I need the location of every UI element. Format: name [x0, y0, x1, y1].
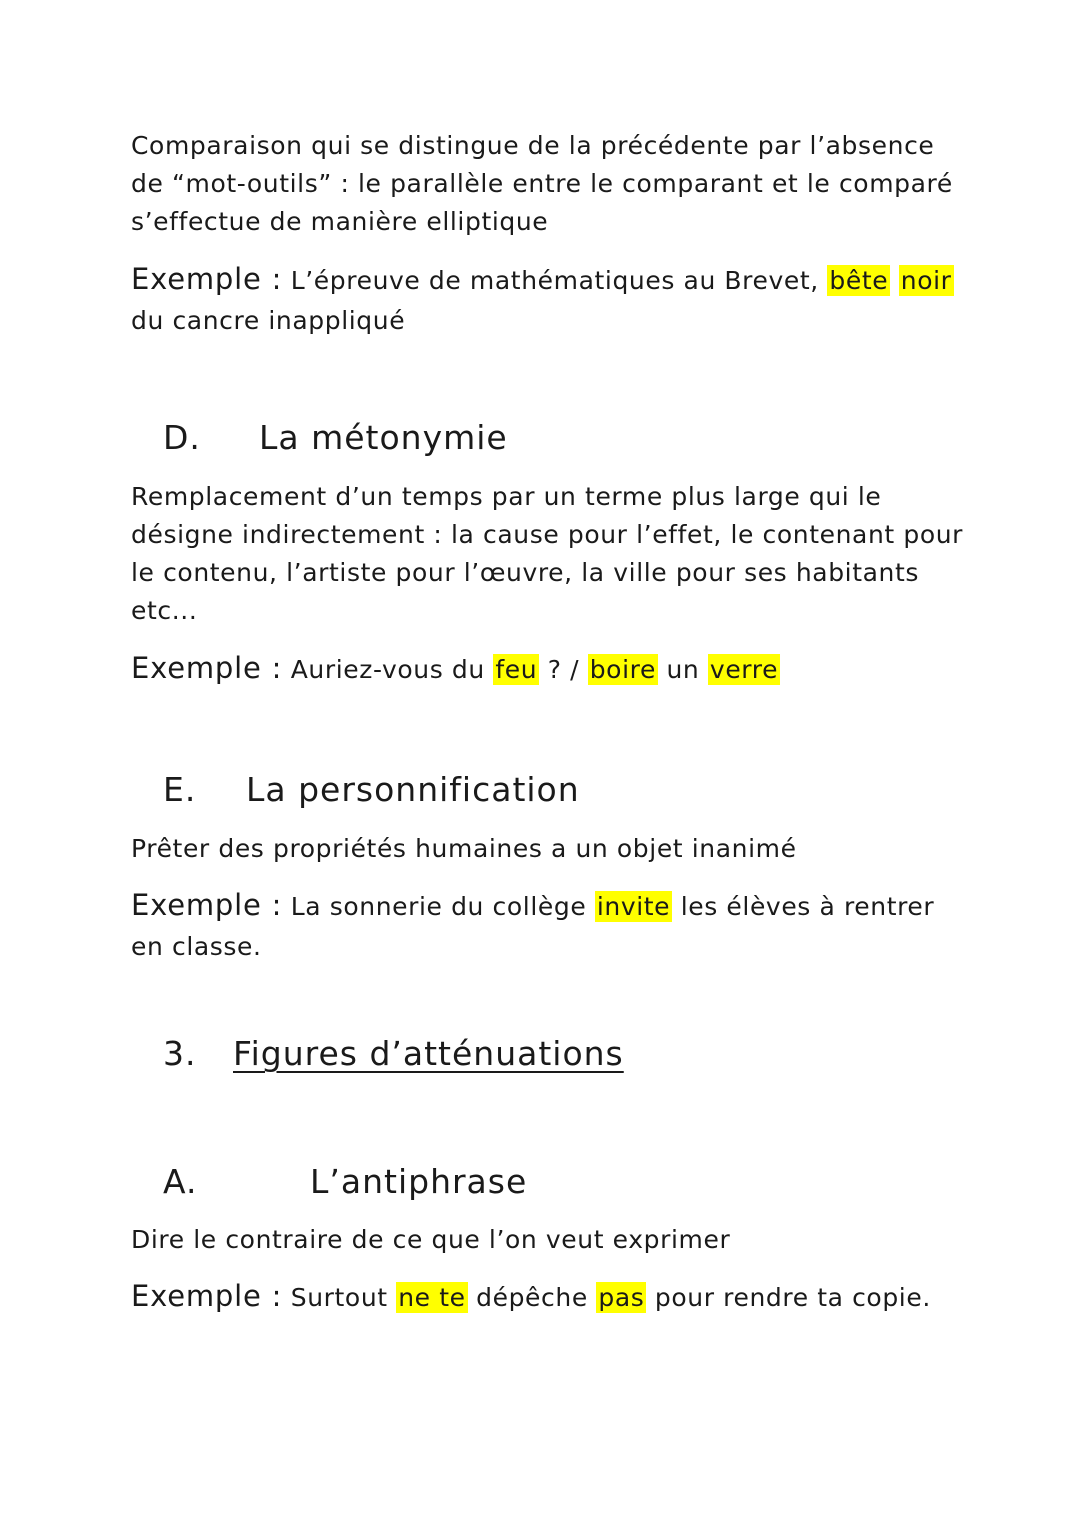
example-text: pour rendre ta copie. [646, 1283, 931, 1312]
highlighted-word: boire [589, 655, 656, 684]
example-text [890, 266, 899, 295]
personnification-definition: Prêter des propriétés humaines a un objet inanimé [131, 834, 797, 863]
personnification-example [131, 885, 971, 967]
example-text: dépêche [467, 1283, 597, 1312]
antiphrase-example [131, 1276, 971, 1318]
highlighted-word: bête [829, 266, 889, 295]
metaphor-example [131, 259, 971, 341]
metonymie-definition: Remplacement d’un temps par un terme plus large qui le désigne indirectement : la cause pour l’effet, le contenant pour le contenu, l’artiste pour l’œuvre, la ville pour ses habitants etc... [131, 482, 964, 625]
section-title: La métonymie [259, 418, 508, 457]
example-label: Exemple : [131, 888, 283, 922]
section-letter: E. [163, 770, 197, 809]
antiphrase-definition: Dire le contraire de ce que l’on veut exprimer [131, 1225, 731, 1254]
highlighted-word: ne te [398, 1283, 466, 1312]
example-text: ? / [539, 655, 588, 684]
example-text: L’épreuve de mathématiques au Brevet, [290, 266, 828, 295]
metonymie-example [131, 648, 971, 690]
highlighted-word: verre [709, 655, 779, 684]
highlighted-word: pas [598, 1283, 645, 1312]
section-letter: A. [163, 1162, 198, 1201]
metaphor-definition: Comparaison qui se distingue de la précédente par l’absence de “mot-outils” : le parallèle entre le comparant et le comparé s’effectue de manière elliptique [131, 131, 953, 236]
example-text: du cancre inappliqué [131, 306, 406, 335]
example-text: un [657, 655, 708, 684]
section-title: Figures d’atténuations [233, 1034, 624, 1073]
section-title: L’antiphrase [310, 1162, 528, 1201]
example-label: Exemple : [131, 651, 283, 685]
example-text: Surtout [290, 1283, 397, 1312]
section-letter: D. [163, 418, 201, 457]
section-number: 3. [163, 1034, 197, 1073]
highlighted-word: noir [900, 266, 952, 295]
example-text: La sonnerie du collège [290, 892, 595, 921]
highlighted-word: feu [495, 655, 538, 684]
example-text: Auriez-vous du [290, 655, 494, 684]
example-label: Exemple : [131, 262, 283, 296]
example-text: les élèves à rentrer en classe. [131, 892, 935, 961]
highlighted-word: invite [596, 892, 671, 921]
section-title: La personnification [246, 770, 580, 809]
example-label: Exemple : [131, 1279, 283, 1313]
